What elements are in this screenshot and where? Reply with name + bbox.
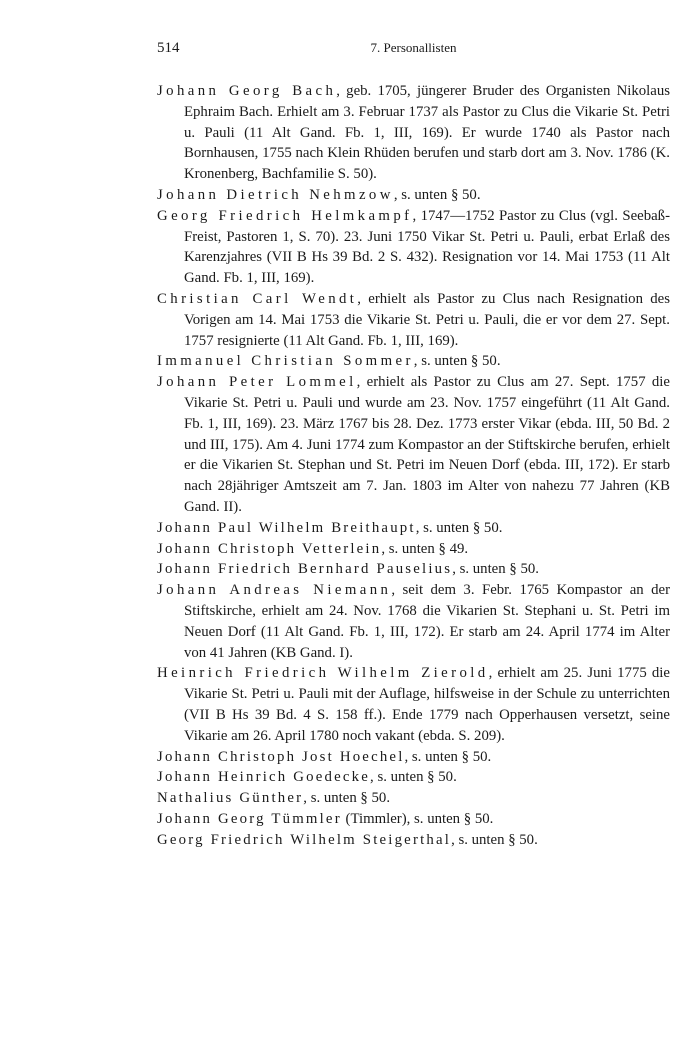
entry-text: , seit dem 3. Febr. 1765 Kompastor an der Stiftskirche, erhielt am 24. Nov. 1768 die Vikarien St. Stephani u. St. Petri im Neuen Dorf (11 Alt Gand. Fb. 1, III, 172). Er starb am 24. April 1774 im Alter von 41 Jahren (KB Gand. I). <box>184 582 670 661</box>
entry-text: , s. unten § 50. <box>370 769 457 786</box>
person-name: Johann Paul Wilhelm Breithaupt <box>157 519 416 536</box>
entry-text: , erhielt als Pastor zu Clus am 27. Sept. 1757 die Vikarie St. Petri u. Pauli und wurde am 23. Nov. 1757 eingeführt (11 Alt Gand. Fb. 1, III, 169). 23. März 1767 bis 28. Dez. 1773 erster Vikar (ebda. III, 50 Bd. 2 und III, 175). Am 4. Juni 1774 zum Kompastor an der Stiftskirche berufen, erhielt er die Vikarien St. Stephan und St. Petri im Neuen Dorf (ebda. III, 172). Er starb nach 28jähriger Amtszeit am 7. Jan. 1803 im Alter von nahezu 77 Jahren (KB Gand. II). <box>184 374 670 515</box>
list-item <box>157 767 670 788</box>
person-name: Heinrich Friedrich Wilhelm Zierold <box>157 665 489 682</box>
person-name: Johann Heinrich Goedecke <box>157 769 371 786</box>
entry-text: , s. unten § 50. <box>303 790 391 807</box>
list-item <box>157 539 670 560</box>
entry-text: , 1747—1752 Pastor zu Clus (vgl. Seebaß-Freist, Pastoren 1, S. 70). 23. Juni 1750 Vikar St. Petri u. Pauli, erbat Erlaß des Karenzjahres (VII B Hs 39 Bd. 2 S. 432). Resignation vor 14. Mai 1753 (11 Alt Gand. Fb. 1, III, 169). <box>184 207 670 287</box>
page-header <box>157 40 670 60</box>
list-item <box>157 809 670 830</box>
list-item <box>157 206 670 289</box>
list-item <box>157 518 670 539</box>
person-name: Nathalius Günther <box>157 790 304 807</box>
person-name: Georg Friedrich Helmkampf <box>157 207 413 224</box>
list-item <box>157 663 670 746</box>
list-item <box>157 185 670 206</box>
list-item <box>157 788 670 809</box>
person-name: Johann Andreas Niemann <box>157 582 392 599</box>
entry-text: , erhielt am 25. Juni 1775 die Vikarie St. Petri u. Pauli mit der Auflage, hilfsweise in der Schule zu unterrichten (VII B Hs 39 Bd. 4 S. 158 ff.). Ende 1779 nach Opperhausen versetzt, seine Vikarie am 26. April 1780 noch vakant (ebda. S. 209). <box>184 665 670 744</box>
entry-text: , s. unten § 50. <box>404 748 492 765</box>
entry-text: , s. unten § 50. <box>413 353 501 370</box>
entry-text: , geb. 1705, jüngerer Bruder des Organisten Nikolaus Ephraim Bach. Erhielt am 3. Februar 1737 als Pastor zu Clus die Vikarie St. Petri u. Pauli (11 Alt Gand. Fb. 1, III, 169). Er wurde 1740 als Pastor nach Bornhausen, 1755 nach Klein Rhüden berufen und starb dort am 3. Nov. 1786 (K. Kronenberg, Bachfamilie S. 50). <box>184 83 670 183</box>
entry-text: , s. unten § 50. <box>415 519 503 536</box>
person-name: Johann Dietrich Nehmzow <box>157 186 394 203</box>
person-name: Johann Georg Tümmler <box>157 810 342 827</box>
list-item <box>157 830 670 851</box>
personnel-list <box>157 81 670 850</box>
entry-text: , s. unten § 50. <box>451 831 538 848</box>
person-name: Georg Friedrich Wilhelm Steigerthal <box>157 831 452 848</box>
entry-text: , s. unten § 49. <box>381 540 469 557</box>
list-item <box>157 81 670 185</box>
entry-text: (Timmler), s. unten § 50. <box>341 810 494 827</box>
person-name: Johann Peter Lommel <box>157 374 357 391</box>
list-item <box>157 372 670 518</box>
person-name: Immanuel Christian Sommer <box>157 353 414 370</box>
person-name: Johann Christoph Jost Hoechel <box>157 748 405 765</box>
page-number: 514 <box>157 40 180 56</box>
list-item <box>157 747 670 768</box>
person-name: Christian Carl Wendt <box>157 290 358 307</box>
person-name: Johann Friedrich Bernhard Pauselius <box>157 561 453 578</box>
running-head: 7. Personallisten <box>370 40 457 55</box>
entry-text: , erhielt als Pastor zu Clus nach Resignation des Vorigen am 14. Mai 1753 die Vikarie St. Petri u. Pauli, die er vor dem 27. Sept. 1757 resignierte (11 Alt Gand. Fb. 1, III, 169). <box>184 290 670 349</box>
list-item <box>157 559 670 580</box>
entry-text: , s. unten § 50. <box>393 186 481 203</box>
person-name: Johann Christoph Vetterlein <box>157 540 382 557</box>
person-name: Johann Georg Bach <box>157 83 337 99</box>
list-item <box>157 580 670 663</box>
list-item <box>157 289 670 351</box>
entry-text: , s. unten § 50. <box>452 561 539 578</box>
list-item <box>157 351 670 372</box>
